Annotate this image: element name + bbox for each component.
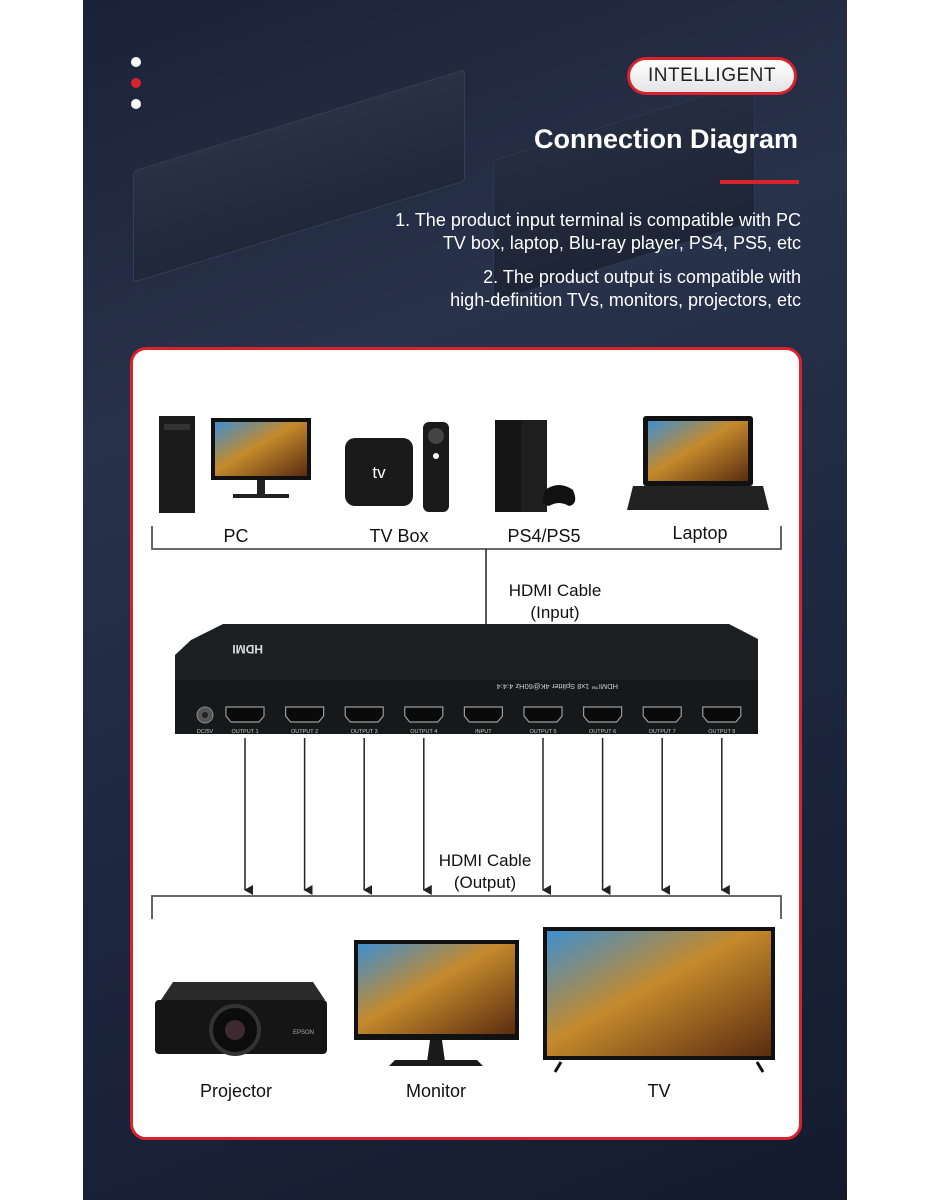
tv-icon: [543, 927, 775, 1072]
port-label: OUTPUT 8: [708, 729, 736, 735]
hdmi-splitter-device: [175, 624, 758, 735]
label-monitor: Monitor: [405, 1081, 467, 1101]
splitter-model-text: HDMI™ 1x8 Splitter 4K@60Hz 4:4:4: [496, 682, 618, 691]
note-1-line-1: 1. The product input terminal is compatible with PC: [395, 210, 801, 230]
intelligent-badge: [627, 57, 797, 95]
page-title: Connection Diagram: [533, 124, 798, 154]
diagram-card: [130, 347, 802, 1140]
port-label: INPUT: [475, 729, 492, 735]
label-pc: PC: [223, 526, 249, 546]
port-label: OUTPUT 2: [291, 729, 319, 735]
splitter-ports: [226, 707, 741, 735]
banner-stage: [83, 0, 847, 1200]
indicator-dot-active: [131, 78, 141, 88]
projector-icon: [155, 982, 327, 1054]
hdmi-port-8: [643, 707, 681, 735]
port-label: OUTPUT 7: [648, 729, 676, 735]
splitter-hdmi-logo: HDMI: [232, 642, 263, 656]
indicator-dot: [131, 99, 141, 109]
pc-icon: [159, 416, 311, 513]
hdmi-port-1: [226, 707, 264, 735]
hdmi-port-2: [286, 707, 324, 735]
apple-tv-icon: [345, 422, 449, 512]
input-cable-label-line1: HDMI Cable: [508, 581, 602, 600]
diagram-canvas: [133, 350, 799, 1137]
projector-brand-text: EPSON: [293, 1030, 315, 1036]
label-projector: Projector: [199, 1081, 273, 1101]
hdmi-port-9: [703, 707, 741, 735]
output-cable-label-line1: HDMI Cable: [438, 851, 532, 870]
port-label: OUTPUT 5: [529, 729, 557, 735]
port-label: OUTPUT 6: [589, 729, 617, 735]
hdmi-port-3: [345, 707, 383, 735]
hdmi-port-6: [524, 707, 562, 735]
note-1-line-2: TV box, laptop, Blu-ray player, PS4, PS5, etc: [442, 233, 801, 253]
label-laptop: Laptop: [672, 523, 728, 543]
laptop-icon: [627, 416, 769, 510]
note-2-line-2: high-definition TVs, monitors, projectors, etc: [450, 290, 801, 310]
indicator-dot: [131, 57, 141, 67]
hdmi-port-4: [405, 707, 443, 735]
note-2-line-1: 2. The product output is compatible with: [483, 267, 801, 287]
port-label: OUTPUT 4: [410, 729, 438, 735]
port-label: OUTPUT 3: [350, 729, 378, 735]
ps4-console-icon: [495, 420, 575, 512]
title-underline: [720, 180, 799, 184]
label-tv-box: TV Box: [369, 526, 429, 546]
outputs-bracket: [152, 896, 781, 919]
appletv-logo-text: tv: [372, 463, 386, 482]
monitor-icon: [354, 940, 519, 1066]
input-cable-label-line2: (Input): [530, 603, 580, 622]
label-tv: TV: [647, 1081, 671, 1101]
label-ps4-ps5: PS4/PS5: [507, 526, 581, 546]
port-label: OUTPUT 1: [231, 729, 259, 735]
output-cable-label-line2: (Output): [453, 873, 517, 892]
hdmi-port-7: [584, 707, 622, 735]
power-label: DC/5V: [196, 729, 214, 735]
background-splitter-photo: [133, 69, 465, 283]
badge-label: INTELLIGENT: [630, 60, 794, 92]
